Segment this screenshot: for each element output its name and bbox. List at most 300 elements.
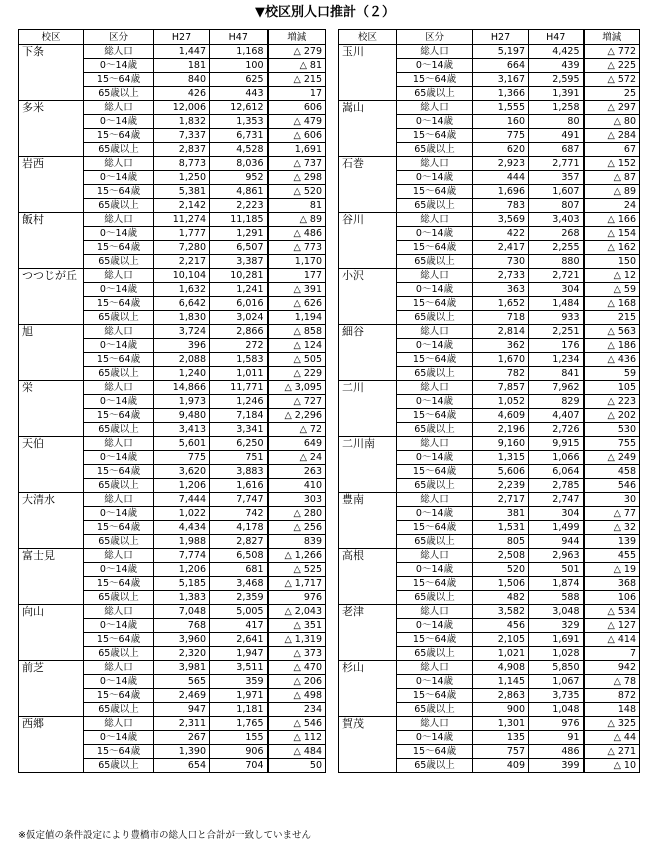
h47-value: 1,066 [529,451,584,465]
h47-value: 2,827 [210,535,268,549]
category-label: 0～14歳 [397,563,473,577]
h47-value: 100 [210,59,268,73]
change-value: 7 [584,647,640,661]
h27-value: 9,480 [154,409,210,423]
change-value: 872 [584,689,640,703]
change-value: △ 152 [584,157,640,171]
change-value: △ 858 [268,325,326,339]
category-label: 65歳以上 [397,143,473,157]
category-label: 0～14歳 [397,675,473,689]
change-value: △ 727 [268,395,326,409]
category-label: 65歳以上 [397,311,473,325]
h27-value: 2,105 [473,633,529,647]
category-label: 0～14歳 [84,675,154,689]
district-name: 嵩山 [339,101,397,157]
h47-value: 1,011 [210,367,268,381]
h47-value: 272 [210,339,268,353]
change-value: 215 [584,311,640,325]
h27-value: 5,381 [154,185,210,199]
change-value: △ 72 [268,423,326,437]
change-value: △ 626 [268,297,326,311]
h27-value: 422 [473,227,529,241]
table-header-row [19,30,326,45]
h47-value: 399 [529,759,584,773]
h47-value: 2,595 [529,73,584,87]
h47-value: 1,067 [529,675,584,689]
h27-value: 1,383 [154,591,210,605]
change-value: △ 166 [584,213,640,227]
h27-value: 2,733 [473,269,529,283]
h27-value: 7,774 [154,549,210,563]
table-row [19,101,326,115]
h47-value: 829 [529,395,584,409]
h47-value: 176 [529,339,584,353]
table-row [19,213,326,227]
h27-value: 3,582 [473,605,529,619]
district-name: 下条 [19,45,84,101]
h47-value: 1,246 [210,395,268,409]
district-name: 石巻 [339,157,397,213]
h47-value: 1,484 [529,297,584,311]
category-label: 15～64歳 [397,521,473,535]
category-label: 0～14歳 [397,339,473,353]
change-value: △ 89 [268,213,326,227]
category-label: 0～14歳 [84,395,154,409]
district-name: 旭 [19,325,84,381]
change-value: △ 87 [584,171,640,185]
category-label: 総人口 [397,269,473,283]
h47-value: 1,616 [210,479,268,493]
header-district: 校区 [339,30,397,45]
table-row [339,717,640,731]
h47-value: 2,747 [529,493,584,507]
header-h27: H27 [473,30,529,45]
h47-value: 2,721 [529,269,584,283]
h27-value: 1,250 [154,171,210,185]
category-label: 0～14歳 [397,507,473,521]
category-label: 15～64歳 [84,633,154,647]
district-name: 前芝 [19,661,84,717]
h27-value: 2,863 [473,689,529,703]
change-value: △ 80 [584,115,640,129]
h27-value: 565 [154,675,210,689]
category-label: 総人口 [84,325,154,339]
category-label: 65歳以上 [397,423,473,437]
h47-value: 4,528 [210,143,268,157]
category-label: 総人口 [397,493,473,507]
h47-value: 8,036 [210,157,268,171]
category-label: 総人口 [84,661,154,675]
table-row [339,549,640,563]
change-value: 81 [268,199,326,213]
h47-value: 155 [210,731,268,745]
h27-value: 782 [473,367,529,381]
h27-value: 757 [473,745,529,759]
category-label: 0～14歳 [397,451,473,465]
change-value: △ 229 [268,367,326,381]
table-row [19,717,326,731]
h47-value: 2,963 [529,549,584,563]
h27-value: 2,923 [473,157,529,171]
h47-value: 2,359 [210,591,268,605]
category-label: 15～64歳 [397,577,473,591]
h27-value: 947 [154,703,210,717]
h27-value: 14,866 [154,381,210,395]
h47-value: 3,387 [210,255,268,269]
h27-value: 1,021 [473,647,529,661]
category-label: 15～64歳 [84,353,154,367]
h47-value: 3,511 [210,661,268,675]
h47-value: 3,048 [529,605,584,619]
change-value: 1,170 [268,255,326,269]
category-label: 0～14歳 [84,563,154,577]
change-value: 368 [584,577,640,591]
h47-value: 304 [529,283,584,297]
category-label: 15～64歳 [84,465,154,479]
change-value: △ 12 [584,269,640,283]
h27-value: 1,696 [473,185,529,199]
change-value: 1,691 [268,143,326,157]
change-value: 148 [584,703,640,717]
category-label: 0～14歳 [397,731,473,745]
change-value: 546 [584,479,640,493]
district-name: 細谷 [339,325,397,381]
h27-value: 6,642 [154,297,210,311]
category-label: 15～64歳 [397,409,473,423]
table-row [339,45,640,59]
category-label: 65歳以上 [397,535,473,549]
category-label: 0～14歳 [397,59,473,73]
h27-value: 3,981 [154,661,210,675]
change-value: 17 [268,87,326,101]
h27-value: 5,601 [154,437,210,451]
h27-value: 12,006 [154,101,210,115]
category-label: 65歳以上 [84,367,154,381]
h27-value: 1,832 [154,115,210,129]
h47-value: 687 [529,143,584,157]
h47-value: 751 [210,451,268,465]
change-value: △ 772 [584,45,640,59]
change-value: △ 215 [268,73,326,87]
h27-value: 1,830 [154,311,210,325]
change-value: △ 10 [584,759,640,773]
h47-value: 7,747 [210,493,268,507]
h47-value: 357 [529,171,584,185]
category-label: 65歳以上 [84,647,154,661]
change-value: 30 [584,493,640,507]
category-label: 0～14歳 [397,395,473,409]
category-label: 総人口 [397,549,473,563]
h47-value: 625 [210,73,268,87]
h27-value: 1,531 [473,521,529,535]
table-row [19,269,326,283]
h47-value: 80 [529,115,584,129]
change-value: △ 280 [268,507,326,521]
category-label: 0～14歳 [397,227,473,241]
h27-value: 2,142 [154,199,210,213]
h47-value: 4,178 [210,521,268,535]
change-value: 455 [584,549,640,563]
category-label: 65歳以上 [397,591,473,605]
h47-value: 952 [210,171,268,185]
h47-value: 1,353 [210,115,268,129]
h47-value: 704 [210,759,268,773]
h27-value: 900 [473,703,529,717]
change-value: △ 391 [268,283,326,297]
district-name: 二川南 [339,437,397,493]
h27-value: 775 [154,451,210,465]
change-value: 25 [584,87,640,101]
h27-value: 664 [473,59,529,73]
category-label: 15～64歳 [397,185,473,199]
category-label: 総人口 [84,157,154,171]
h27-value: 5,197 [473,45,529,59]
category-label: 0～14歳 [397,283,473,297]
change-value: △ 484 [268,745,326,759]
category-label: 65歳以上 [84,759,154,773]
table-row [339,493,640,507]
change-value: 177 [268,269,326,283]
district-name: 杉山 [339,661,397,717]
population-table-left [18,29,326,773]
h27-value: 7,337 [154,129,210,143]
h27-value: 2,717 [473,493,529,507]
table-row [339,213,640,227]
change-value: 755 [584,437,640,451]
category-label: 65歳以上 [84,591,154,605]
h27-value: 2,196 [473,423,529,437]
h47-value: 11,771 [210,381,268,395]
h27-value: 1,973 [154,395,210,409]
category-label: 15～64歳 [84,409,154,423]
change-value: △ 81 [268,59,326,73]
h47-value: 359 [210,675,268,689]
category-label: 15～64歳 [84,129,154,143]
table-header-row [339,30,640,45]
change-value: 105 [584,381,640,395]
category-label: 0～14歳 [84,731,154,745]
category-label: 65歳以上 [84,255,154,269]
change-value: 24 [584,199,640,213]
header-h47: H47 [529,30,584,45]
h27-value: 5,606 [473,465,529,479]
change-value: △ 2,043 [268,605,326,619]
category-label: 総人口 [84,605,154,619]
table-row [339,381,640,395]
h47-value: 6,508 [210,549,268,563]
h27-value: 1,670 [473,353,529,367]
district-name: つつじが丘 [19,269,84,325]
h27-value: 181 [154,59,210,73]
category-label: 65歳以上 [397,255,473,269]
change-value: △ 479 [268,115,326,129]
change-value: △ 256 [268,521,326,535]
h47-value: 1,607 [529,185,584,199]
h47-value: 1,874 [529,577,584,591]
h47-value: 976 [529,717,584,731]
h27-value: 7,444 [154,493,210,507]
h47-value: 1,583 [210,353,268,367]
change-value: △ 154 [584,227,640,241]
h47-value: 501 [529,563,584,577]
h47-value: 443 [210,87,268,101]
h47-value: 1,048 [529,703,584,717]
h47-value: 3,403 [529,213,584,227]
change-value: △ 470 [268,661,326,675]
h47-value: 1,971 [210,689,268,703]
h27-value: 3,413 [154,423,210,437]
category-label: 総人口 [84,269,154,283]
h47-value: 6,064 [529,465,584,479]
table-row [19,45,326,59]
footnote: ※仮定値の条件設定により豊橋市の総人口と合計が一致していません [18,830,311,841]
change-value: △ 186 [584,339,640,353]
table-row [19,493,326,507]
h27-value: 1,447 [154,45,210,59]
h27-value: 7,048 [154,605,210,619]
change-value: △ 606 [268,129,326,143]
category-label: 総人口 [84,437,154,451]
category-label: 0～14歳 [84,283,154,297]
table-row [339,437,640,451]
category-label: 総人口 [84,45,154,59]
h27-value: 1,206 [154,563,210,577]
h47-value: 6,016 [210,297,268,311]
category-label: 15～64歳 [397,353,473,367]
h27-value: 1,366 [473,87,529,101]
change-value: 303 [268,493,326,507]
table-row [19,381,326,395]
change-value: △ 773 [268,241,326,255]
change-value: 59 [584,367,640,381]
h47-value: 2,641 [210,633,268,647]
h27-value: 3,167 [473,73,529,87]
category-label: 総人口 [84,717,154,731]
table-row [19,661,326,675]
h47-value: 1,691 [529,633,584,647]
h47-value: 2,223 [210,199,268,213]
category-label: 0～14歳 [84,339,154,353]
header-district: 校区 [19,30,84,45]
change-value: △ 546 [268,717,326,731]
h47-value: 6,250 [210,437,268,451]
category-label: 総人口 [397,381,473,395]
h47-value: 2,771 [529,157,584,171]
change-value: △ 77 [584,507,640,521]
h27-value: 1,777 [154,227,210,241]
h27-value: 1,652 [473,297,529,311]
h27-value: 2,837 [154,143,210,157]
h27-value: 840 [154,73,210,87]
district-name: 多米 [19,101,84,157]
change-value: △ 297 [584,101,640,115]
change-value: △ 520 [268,185,326,199]
h27-value: 1,022 [154,507,210,521]
h47-value: 329 [529,619,584,633]
change-value: △ 3,095 [268,381,326,395]
h27-value: 3,724 [154,325,210,339]
h27-value: 1,632 [154,283,210,297]
h27-value: 1,988 [154,535,210,549]
change-value: △ 271 [584,745,640,759]
h27-value: 9,160 [473,437,529,451]
h27-value: 396 [154,339,210,353]
table-row [19,325,326,339]
category-label: 65歳以上 [84,479,154,493]
category-label: 15～64歳 [397,241,473,255]
district-name: 天伯 [19,437,84,493]
category-label: 15～64歳 [84,521,154,535]
change-value: △ 32 [584,521,640,535]
change-value: △ 78 [584,675,640,689]
h47-value: 1,028 [529,647,584,661]
h47-value: 588 [529,591,584,605]
district-name: 玉川 [339,45,397,101]
category-label: 総人口 [397,437,473,451]
change-value: 976 [268,591,326,605]
h27-value: 520 [473,563,529,577]
category-label: 15～64歳 [397,465,473,479]
category-label: 総人口 [397,661,473,675]
h47-value: 7,184 [210,409,268,423]
category-label: 総人口 [397,325,473,339]
category-label: 65歳以上 [397,759,473,773]
population-table-right [338,29,640,773]
change-value: 1,194 [268,311,326,325]
h47-value: 91 [529,731,584,745]
change-value: △ 414 [584,633,640,647]
change-value: △ 572 [584,73,640,87]
category-label: 65歳以上 [397,87,473,101]
category-label: 15～64歳 [397,745,473,759]
category-label: 65歳以上 [397,703,473,717]
h27-value: 5,185 [154,577,210,591]
category-label: 0～14歳 [84,451,154,465]
h27-value: 1,390 [154,745,210,759]
table-row [339,157,640,171]
table-row [19,605,326,619]
h27-value: 1,506 [473,577,529,591]
h47-value: 2,251 [529,325,584,339]
category-label: 総人口 [397,101,473,115]
category-label: 総人口 [84,213,154,227]
change-value: △ 279 [268,45,326,59]
h47-value: 1,234 [529,353,584,367]
change-value: 263 [268,465,326,479]
h27-value: 482 [473,591,529,605]
change-value: △ 1,319 [268,633,326,647]
h27-value: 2,469 [154,689,210,703]
change-value: 410 [268,479,326,493]
change-value: △ 737 [268,157,326,171]
h47-value: 2,726 [529,423,584,437]
table-row [19,157,326,171]
h47-value: 417 [210,619,268,633]
change-value: △ 298 [268,171,326,185]
h47-value: 3,468 [210,577,268,591]
change-value: 530 [584,423,640,437]
h27-value: 1,206 [154,479,210,493]
h47-value: 841 [529,367,584,381]
h27-value: 267 [154,731,210,745]
change-value: 50 [268,759,326,773]
change-value: 139 [584,535,640,549]
category-label: 65歳以上 [397,647,473,661]
category-label: 15～64歳 [397,633,473,647]
category-label: 15～64歳 [84,241,154,255]
change-value: △ 249 [584,451,640,465]
header-category: 区分 [84,30,154,45]
